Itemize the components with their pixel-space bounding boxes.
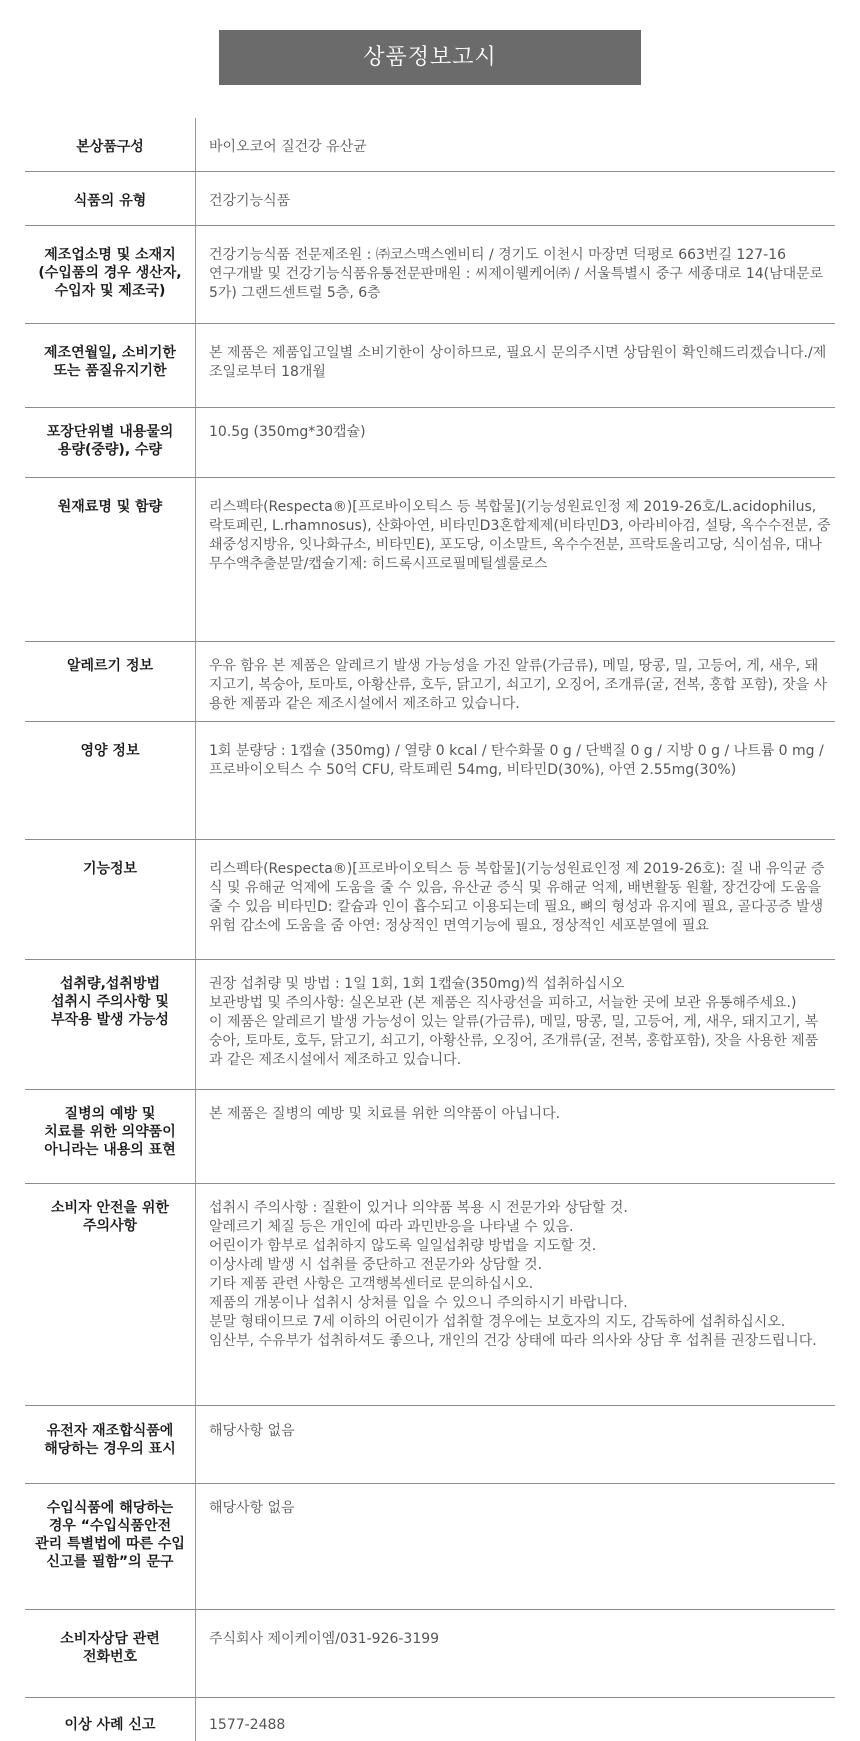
row-value: 본 제품은 질병의 예방 및 치료를 위한 의약품이 아닙니다. <box>209 1106 561 1122</box>
row-label: 질병의 예방 및 치료를 위한 의약품이 아니라는 내용의 표현 <box>44 1106 176 1158</box>
table-row <box>25 1610 835 1698</box>
row-value: 주식회사 제이케이엠/031-926-3199 <box>209 1631 440 1647</box>
row-value: 섭취시 주의사항 : 질환이 있거나 의약품 복용 시 전문가와 상담할 것. 알레르기 체질 등은 개인에 따라 과민반응을 나타낼 수 있음. 어린이가 함부로 섭취하지 않도록 일일섭취량 방법을 지도할 것. 이상사례 발생 시 섭취를 중단하고 전문가와 상담할 것. 기타 제품 관련 사항은 고객행복센터로 문의하십시오. 제품의 개봉이나 섭취시 상처를 입을 수 있으니 주의하시기 바랍니다. 분말 형태이므로 7세 이하의 어린이가 섭취할 경우에는 보호자의 지도, 감독하에 섭취하십시오. 임산부, 수유부가 섭취하셔도 좋으나, 개인의 건강 상태에 따라 의사와 상담 후 섭취를 권장드립니다. <box>209 1200 817 1349</box>
table-row <box>25 1090 835 1184</box>
page-title: 상품정보고시 <box>219 30 641 85</box>
row-label: 알레르기 정보 <box>66 658 154 674</box>
table-row <box>25 478 835 642</box>
table-row <box>25 722 835 840</box>
row-value: 건강기능식품 <box>209 193 291 209</box>
row-label: 원재료명 및 함량 <box>57 499 163 515</box>
row-value: 10.5g (350mg*30캡슐) <box>209 424 366 440</box>
row-value: 리스펙타(Respecta®)[프로바이오틱스 등 복합물](기능성원료인정 제 2019-26호/L.acidophilus, 락토페린, L.rhamnosus), 산화아연, 비타민D3혼합제제(비타민D3, 아라비아검, 설탕, 옥수수전분, 중쇄중성지방유, 잇나화규소, 비타민E), 포도당, 이소말트, 옥수수전분, 프락토올리고당, 식이섬유, 대나무수액추출분말/캡슐기제: 히드록시프로필메틸셀룰로스 <box>209 499 831 572</box>
table-row <box>25 1406 835 1484</box>
table-row <box>25 1184 835 1406</box>
row-value: 권장 섭취량 및 방법 : 1일 1회, 1회 1캡슐(350mg)씩 섭취하십시오 보관방법 및 주의사항: 실온보관 (본 제품은 직사광선을 피하고, 서늘한 곳에 보관 유통해주세요.) 이 제품은 알레르기 발생 가능성이 있는 알류(가금류), 메밀, 땅콩, 밀, 고등어, 게, 새우, 돼지고기, 복숭아, 토마토, 호두, 닭고기, 쇠고기, 아황산류, 오징어, 조개류(굴, 전복, 홍합포함), 잣을 사용한 제품과 같은 제조시설에서 제조하고 있습니다. <box>209 976 819 1068</box>
row-value: 우유 함유 본 제품은 알레르기 발생 가능성을 가진 알류(가금류), 메밀, 땅콩, 밀, 고등어, 게, 새우, 돼지고기, 복숭아, 토마토, 아황산류, 호두, 닭고기, 쇠고기, 오징어, 조개류(굴, 전복, 홍합 포함), 잣을 사용한 제품과 같은 제조시설에서 제조하고 있습니다. <box>209 658 828 712</box>
row-label: 제조연월일, 소비기한 또는 품질유지기한 <box>44 345 176 379</box>
row-label: 소비자 안전을 위한 주의사항 <box>51 1200 169 1234</box>
row-value: 바이오코어 질건강 유산균 <box>209 139 367 155</box>
row-value: 해당사항 없음 <box>209 1423 295 1439</box>
table-row <box>25 642 835 722</box>
row-label: 포장단위별 내용물의 용량(중량), 수량 <box>46 424 174 458</box>
table-row <box>25 324 835 408</box>
row-label: 기능정보 <box>82 861 138 877</box>
row-label: 유전자 재조합식품에 해당하는 경우의 표시 <box>44 1423 176 1457</box>
row-value: 리스펙타(Respecta®)[프로바이오틱스 등 복합물](기능성원료인정 제 2019-26호): 질 내 유익균 증식 및 유해균 억제에 도움을 줄 수 있음, 유산균 증식 및 유해균 억제, 배변활동 원활, 장건강에 도움을 줄 수 있음 비타민D: 칼슘과 인이 흡수되고 이용되는데 필요, 뼈의 형성과 유지에 필요, 골다공증 발생 위험 감소에 도움을 줌 아연: 정상적인 면역기능에 필요, 정상적인 세포분열에 필요 <box>209 861 825 934</box>
row-value: 1577-2488 <box>209 1717 286 1733</box>
table-row <box>25 840 835 960</box>
row-label: 본상품구성 <box>76 139 144 155</box>
table-row <box>25 1484 835 1610</box>
table-row <box>25 1698 835 1741</box>
row-label: 식품의 유형 <box>73 193 147 209</box>
row-label: 이상 사례 신고 <box>64 1717 156 1733</box>
table-row <box>25 172 835 226</box>
row-value: 건강기능식품 전문제조원 : ㈜코스맥스엔비티 / 경기도 이천시 마장면 덕평로 663번길 127-16 연구개발 및 건강기능식품유통전문판매원 : 씨제이웰케어㈜ / 서울특별시 중구 세종대로 14(남대문로 5가) 그랜드센트럴 5층, 6층 <box>209 247 824 301</box>
table-row <box>25 118 835 172</box>
row-label: 소비자상담 관련 전화번호 <box>60 1631 160 1665</box>
row-label: 영양 정보 <box>80 743 140 759</box>
row-label: 수입식품에 해당하는 경우 “수입식품안전 관리 특별법에 따른 수입 신고를 필함”의 문구 <box>35 1500 185 1570</box>
row-value: 1회 분량당 : 1캡슐 (350mg) / 열량 0 kcal / 탄수화물 0 g / 단백질 0 g / 지방 0 g / 나트륨 0 mg / 프로바이오틱스 수 50억 CFU, 락토페린 54mg, 비타민D(30%), 아연 2.55mg(30%) <box>209 743 824 778</box>
table-row <box>25 408 835 478</box>
row-value: 본 제품은 제품입고일별 소비기한이 상이하므로, 필요시 문의주시면 상담원이 확인해드리겠습니다./제조일로부터 18개월 <box>209 345 827 380</box>
row-label: 섭취량,섭취방법 섭취시 주의사항 및 부작용 발생 가능성 <box>51 976 169 1028</box>
table-row <box>25 226 835 324</box>
table-row <box>25 960 835 1090</box>
row-label: 제조업소명 및 소재지 (수입품의 경우 생산자, 수입자 및 제조국) <box>38 247 182 299</box>
row-value: 해당사항 없음 <box>209 1500 295 1516</box>
